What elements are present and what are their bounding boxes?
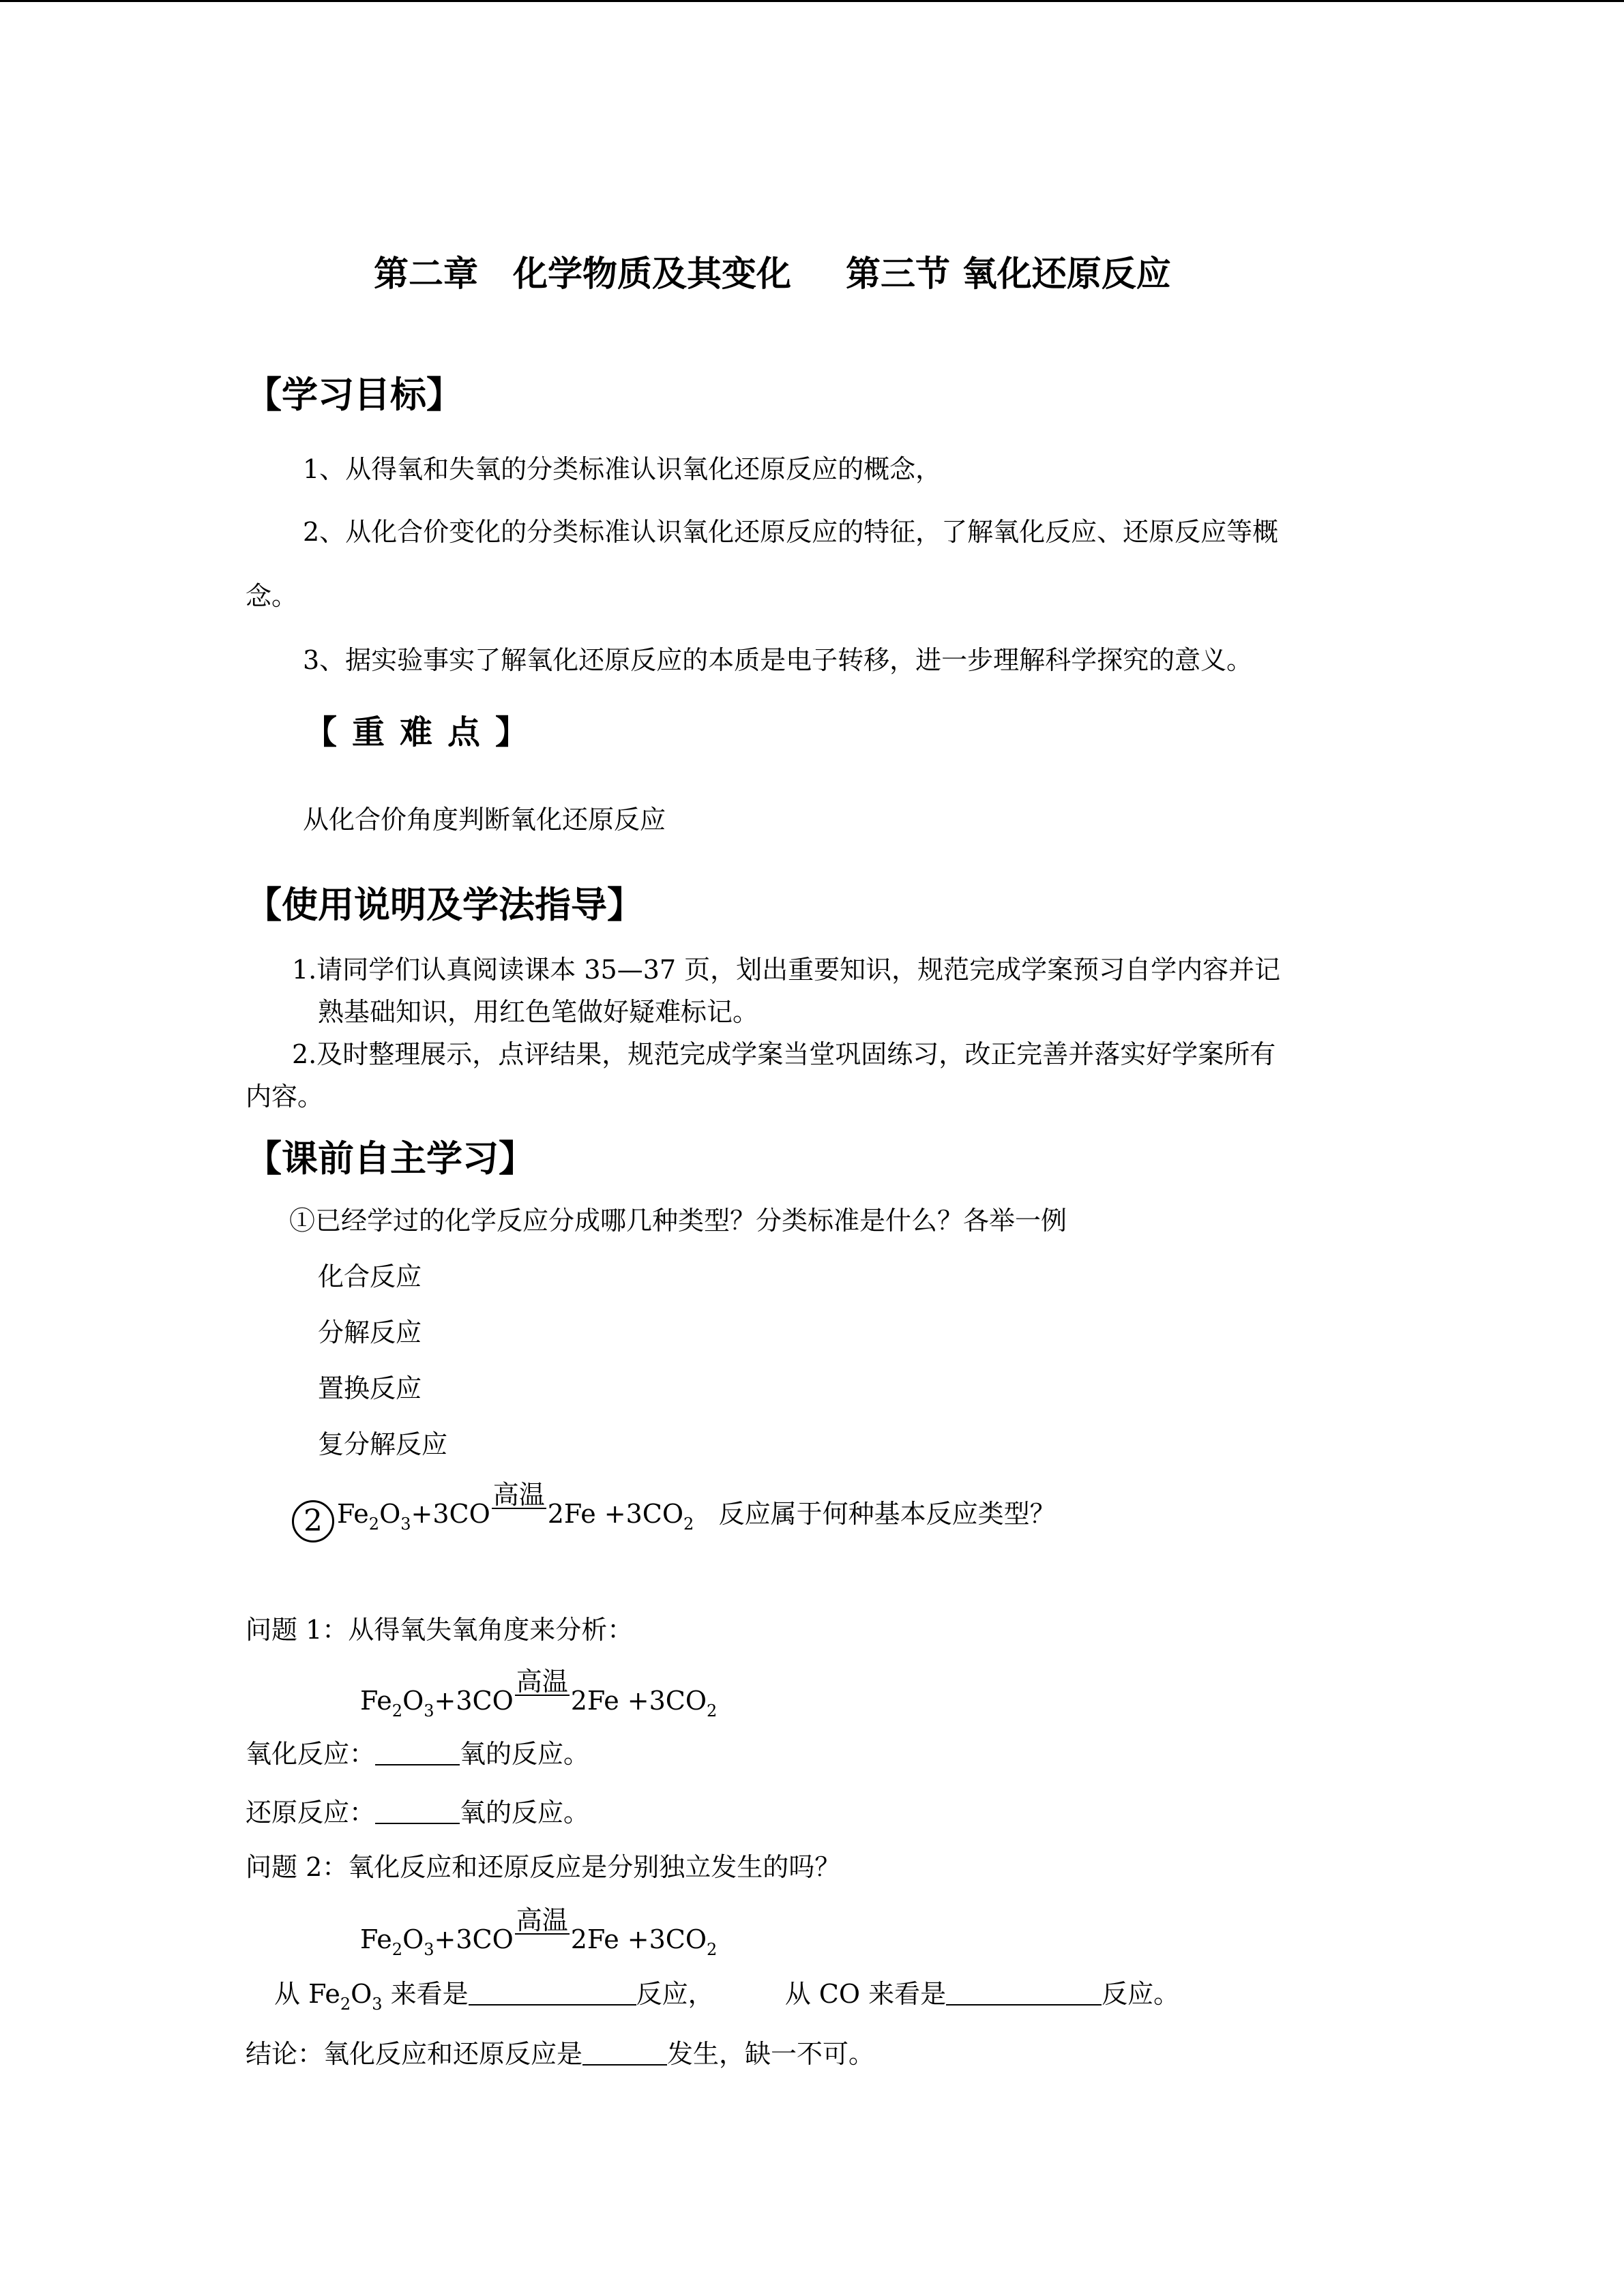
reaction-type-double-displacement: 复分解反应 <box>318 1429 448 1459</box>
problem-2-equation: $Fe_2O_3+3CO$ 高温 $2Fe +3CO_2$ <box>360 1905 718 1959</box>
reaction-condition: 高温 <box>516 1667 568 1697</box>
chapter-title: 第二章 化学物质及其变化 <box>374 254 792 295</box>
objective-3: 3、据实验事实了解氧化还原反应的本质是电子转移，进一步理解科学探究的意义。 <box>303 645 1253 675</box>
question-2-text: 反应属于何种基本反应类型？ <box>718 1499 1056 1529</box>
instructions-heading: 【使用说明及学法指导】 <box>246 884 643 926</box>
objectives-heading: 【学习目标】 <box>246 374 462 416</box>
instruction-1-line1: 1.请同学们认真阅读课本 35—37 页，划出重要知识，规范完成学案预习自学内容并记 <box>292 955 1281 985</box>
instruction-1-line2: 熟基础知识，用红色笔做好疑难标记。 <box>318 997 759 1027</box>
fe2o3-reaction-blank[interactable] <box>469 1980 636 2006</box>
top-border-line <box>0 0 1624 2</box>
key-points-heading: 【重难点】 <box>304 713 544 751</box>
oxidation-reaction-line: 氧化反应： 氧的反应。 <box>246 1739 590 1769</box>
preview-question-1: ①已经学过的化学反应分成哪几种类型？分类标准是什么？各举一例 <box>289 1206 1067 1236</box>
key-points-text: 从化合价角度判断氧化还原反应 <box>303 805 666 835</box>
reaction-condition: 高温 <box>516 1905 568 1935</box>
reaction-type-decomposition: 分解反应 <box>318 1317 422 1347</box>
reaction-condition: 高温 <box>492 1480 545 1510</box>
objective-2-line1: 2、从化合价变化的分类标准认识氧化还原反应的特征，了解氧化反应、还原反应等概 <box>303 517 1279 547</box>
perspective-line: 从 $Fe_2O_3$ 来看是 反应， 从 CO 来看是 反应。 <box>274 1979 1180 2014</box>
section-title: 第三节 氧化还原反应 <box>846 254 1171 295</box>
conclusion-blank[interactable] <box>582 2040 667 2066</box>
instruction-2-line2: 内容。 <box>246 1082 324 1112</box>
preview-question-2: 2 $Fe_2O_3+3CO$ 高温 $2Fe +3CO_2$ 反应属于何种基本反应类型？ <box>292 1499 1056 1542</box>
reduction-reaction-line: 还原反应： 氧的反应。 <box>246 1798 590 1828</box>
reaction-type-combination: 化合反应 <box>318 1262 422 1292</box>
oxidation-blank[interactable] <box>375 1740 460 1765</box>
objective-1: 1、从得氧和失氧的分类标准认识氧化还原反应的概念， <box>303 454 942 484</box>
co-reaction-blank[interactable] <box>946 1980 1102 2006</box>
problem-1-heading: 问题 1：从得氧失氧角度来分析： <box>246 1615 634 1645</box>
problem-1-equation: $Fe_2O_3+3CO$ 高温 $2Fe +3CO_2$ <box>360 1667 718 1720</box>
reduction-blank[interactable] <box>375 1798 460 1824</box>
objective-2-line2: 念。 <box>246 581 298 611</box>
instruction-2-line1: 2.及时整理展示，点评结果，规范完成学案当堂巩固练习，改正完善并落实好学案所有 <box>292 1039 1276 1069</box>
conclusion-line: 结论：氧化反应和还原反应是 发生，缺一不可。 <box>246 2039 875 2069</box>
problem-2-heading: 问题 2：氧化反应和还原反应是分别独立发生的吗？ <box>246 1852 841 1882</box>
circled-number-2: 2 <box>292 1500 334 1542</box>
preview-heading: 【课前自主学习】 <box>246 1138 535 1180</box>
page-title <box>374 254 1171 295</box>
reaction-type-displacement: 置换反应 <box>318 1373 422 1403</box>
